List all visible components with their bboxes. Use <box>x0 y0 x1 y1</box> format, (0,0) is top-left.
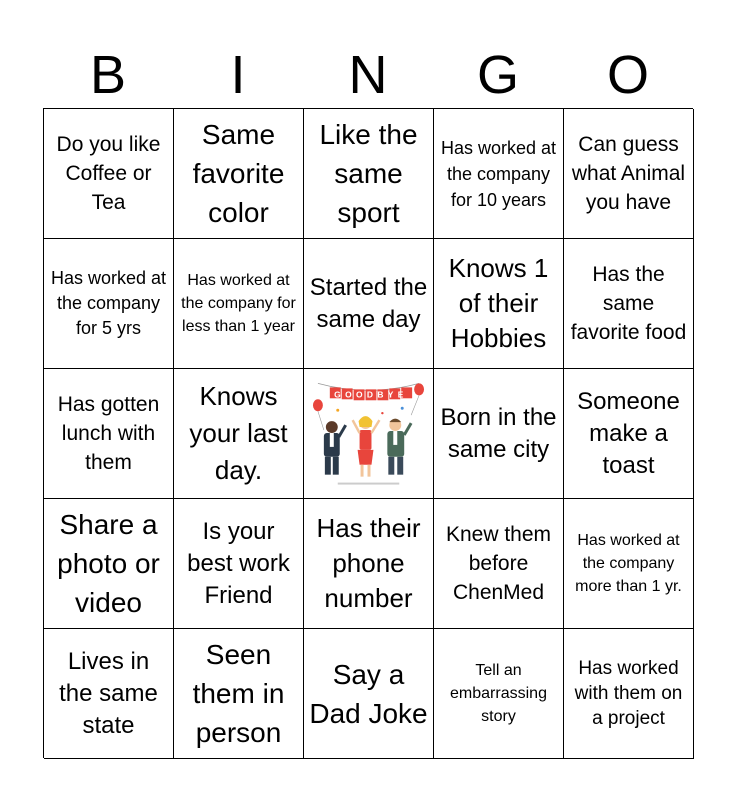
bingo-cell[interactable]: Born in the same city <box>434 369 564 499</box>
bingo-cell[interactable]: Share a photo or video <box>44 499 174 629</box>
bingo-cell[interactable]: Same favorite color <box>174 109 304 239</box>
bingo-cell[interactable]: Can guess what Animal you have <box>564 109 694 239</box>
goodbye-party-illustration-icon <box>308 375 429 493</box>
header-letter-b: B <box>89 45 127 105</box>
bingo-cell[interactable]: Has worked at the company more than 1 yr. <box>564 499 694 629</box>
bingo-card <box>43 108 693 758</box>
bingo-cell[interactable]: Knew them before ChenMed <box>434 499 564 629</box>
bingo-cell[interactable]: Seen them in person <box>174 629 304 759</box>
bingo-cell[interactable]: Is your best work Friend <box>174 499 304 629</box>
bingo-cell[interactable]: Someone make a toast <box>564 369 694 499</box>
header-letter-g: G <box>476 45 519 105</box>
bingo-cell[interactable]: Say a Dad Joke <box>304 629 434 759</box>
free-space[interactable] <box>304 369 434 499</box>
bingo-cell[interactable]: Has worked at the company for 5 yrs <box>44 239 174 369</box>
bingo-cell[interactable]: Has worked with them on a project <box>564 629 694 759</box>
banner-text: GOODBYE <box>334 388 408 399</box>
header-letter-o: O <box>606 45 649 105</box>
bingo-cell[interactable]: Has gotten lunch with them <box>44 369 174 499</box>
bingo-cell[interactable]: Do you like Coffee or Tea <box>44 109 174 239</box>
bingo-cell[interactable]: Has the same favorite food <box>564 239 694 369</box>
bingo-cell[interactable]: Knows 1 of their Hobbies <box>434 239 564 369</box>
bingo-cell[interactable]: Tell an embarrassing story <box>434 629 564 759</box>
bingo-cell[interactable]: Knows your last day. <box>174 369 304 499</box>
bingo-cell[interactable]: Like the same sport <box>304 109 434 239</box>
bingo-cell[interactable]: Has their phone number <box>304 499 434 629</box>
header-letter-i: I <box>230 45 246 105</box>
header-letter-n: N <box>348 45 388 105</box>
bingo-cell[interactable]: Has worked at the company for 10 years <box>434 109 564 239</box>
bingo-cell[interactable]: Has worked at the company for less than 1 year <box>174 239 304 369</box>
bingo-cell[interactable]: Started the same day <box>304 239 434 369</box>
bingo-header <box>43 42 693 108</box>
bingo-cell[interactable]: Lives in the same state <box>44 629 174 759</box>
